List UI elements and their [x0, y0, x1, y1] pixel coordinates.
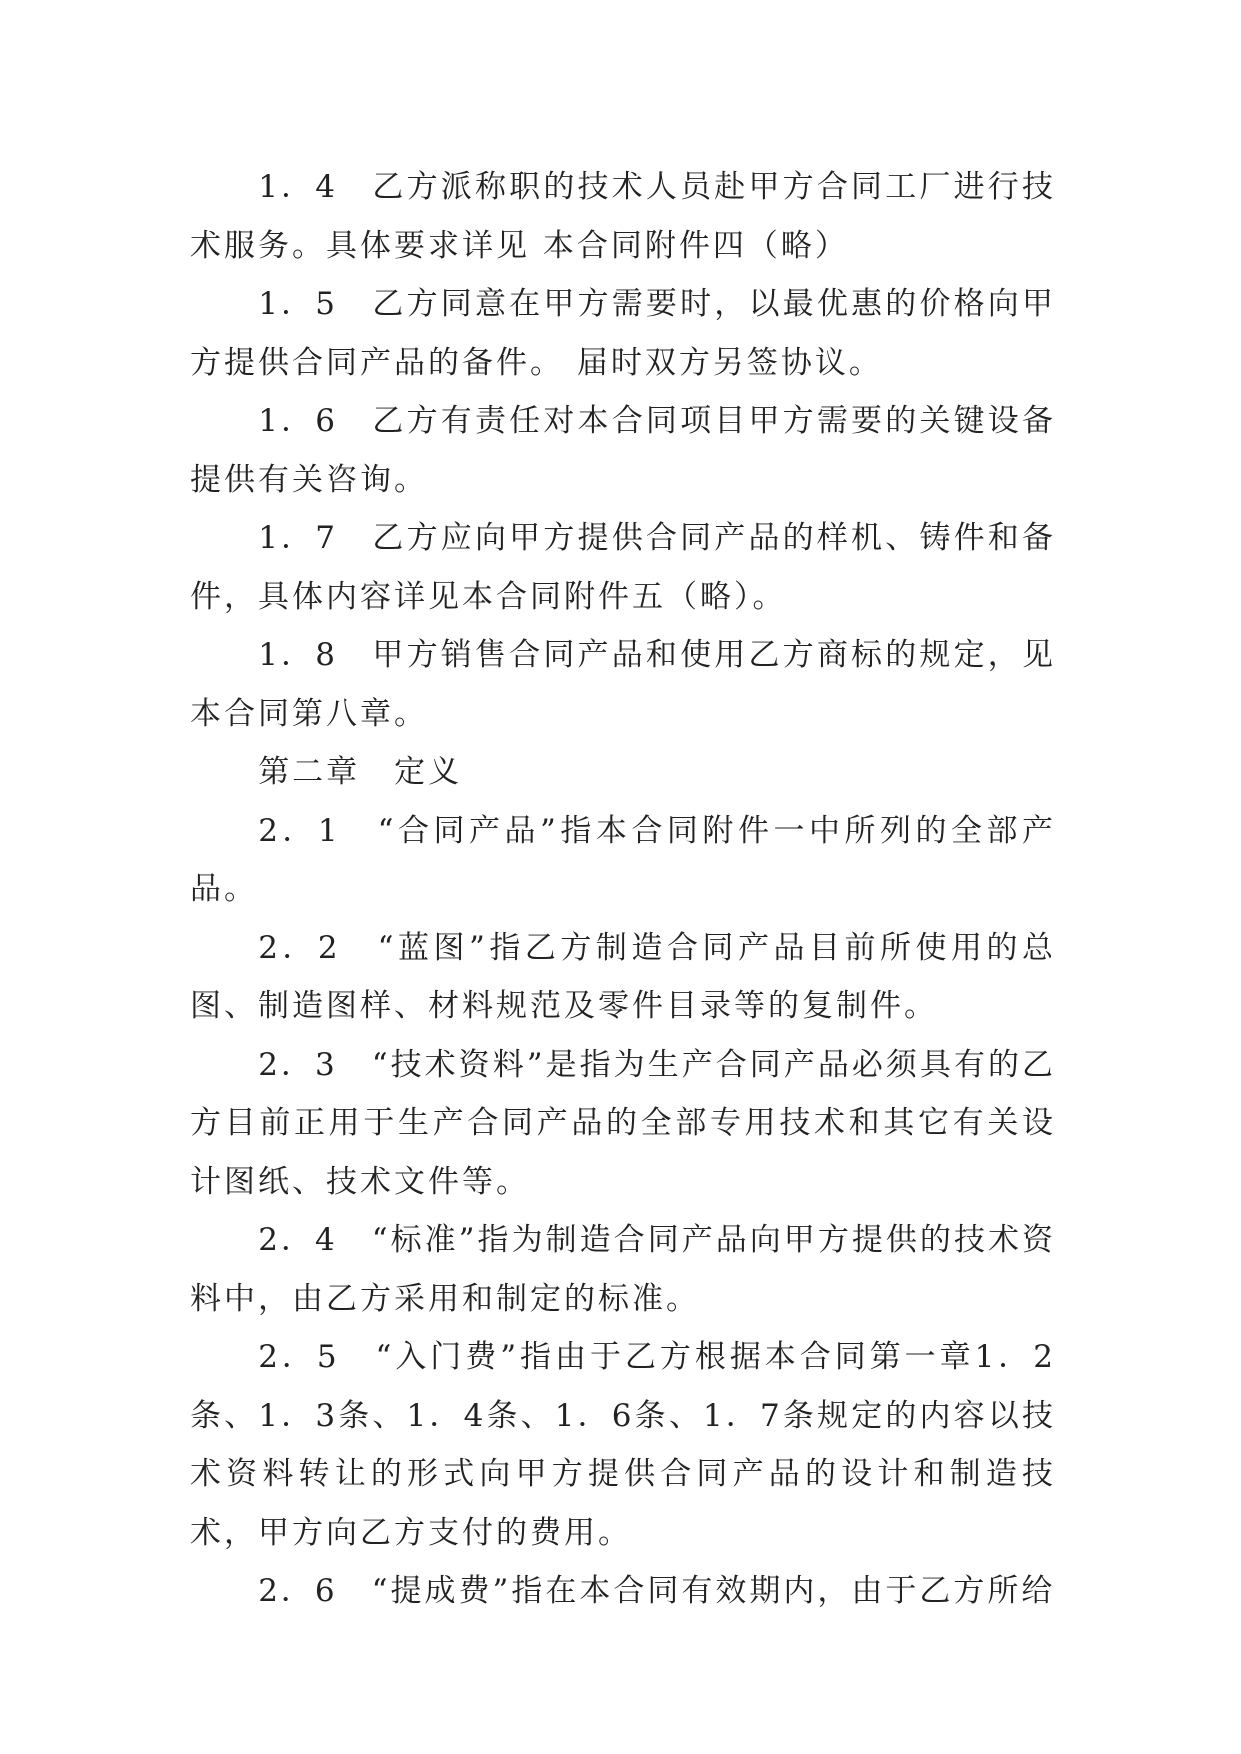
clause-2-3: 2．3 “技术资料”是指为生产合同产品必须具有的乙方目前正用于生产合同产品的全部专用技术和其它有关设计图纸、技术文件等。: [190, 1046, 1056, 1200]
clause-2-5: 2．5 “入门费”指由于乙方根据本合同第一章1．2条、1．3条、1．4条、1．6条、1．7条规定的内容以技术资料转让的形式向甲方提供合同产品的设计和制造技术，甲方向乙方支付的费用。: [190, 1339, 1056, 1551]
clause-2-2: 2．2 “蓝图”指乙方制造合同产品目前所使用的总图、制造图样、材料规范及零件目录等的复制件。: [190, 929, 1056, 1024]
clause-1-6: 1．6 乙方有责任对本合同项目甲方需要的关键设备提供有关咨询。: [190, 403, 1056, 498]
clause-1-4: 1．4 乙方派称职的技术人员赴甲方合同工厂进行技术服务。具体要求详见 本合同附件四（略）: [190, 169, 1056, 264]
clause-1-8: 1．8 甲方销售合同产品和使用乙方商标的规定，见本合同第八章。: [190, 637, 1056, 732]
clause-1-5: 1．5 乙方同意在甲方需要时，以最优惠的价格向甲方提供合同产品的备件。 届时双方另签协议。: [190, 286, 1056, 381]
clause-1-7: 1．7 乙方应向甲方提供合同产品的样机、铸件和备件，具体内容详见本合同附件五（略）。: [190, 520, 1056, 615]
chapter-heading: 第二章 定义: [258, 754, 463, 790]
document-body: [190, 158, 1056, 1621]
clause-2-6: 2．6 “提成费”指在本合同有效期内，由于乙方所给: [258, 1573, 1056, 1609]
clause-2-4: 2．4 “标准”指为制造合同产品向甲方提供的技术资料中，由乙方采用和制定的标准。: [190, 1222, 1056, 1317]
clause-2-1: 2．1 “合同产品”指本合同附件一中所列的全部产品。: [190, 812, 1056, 907]
